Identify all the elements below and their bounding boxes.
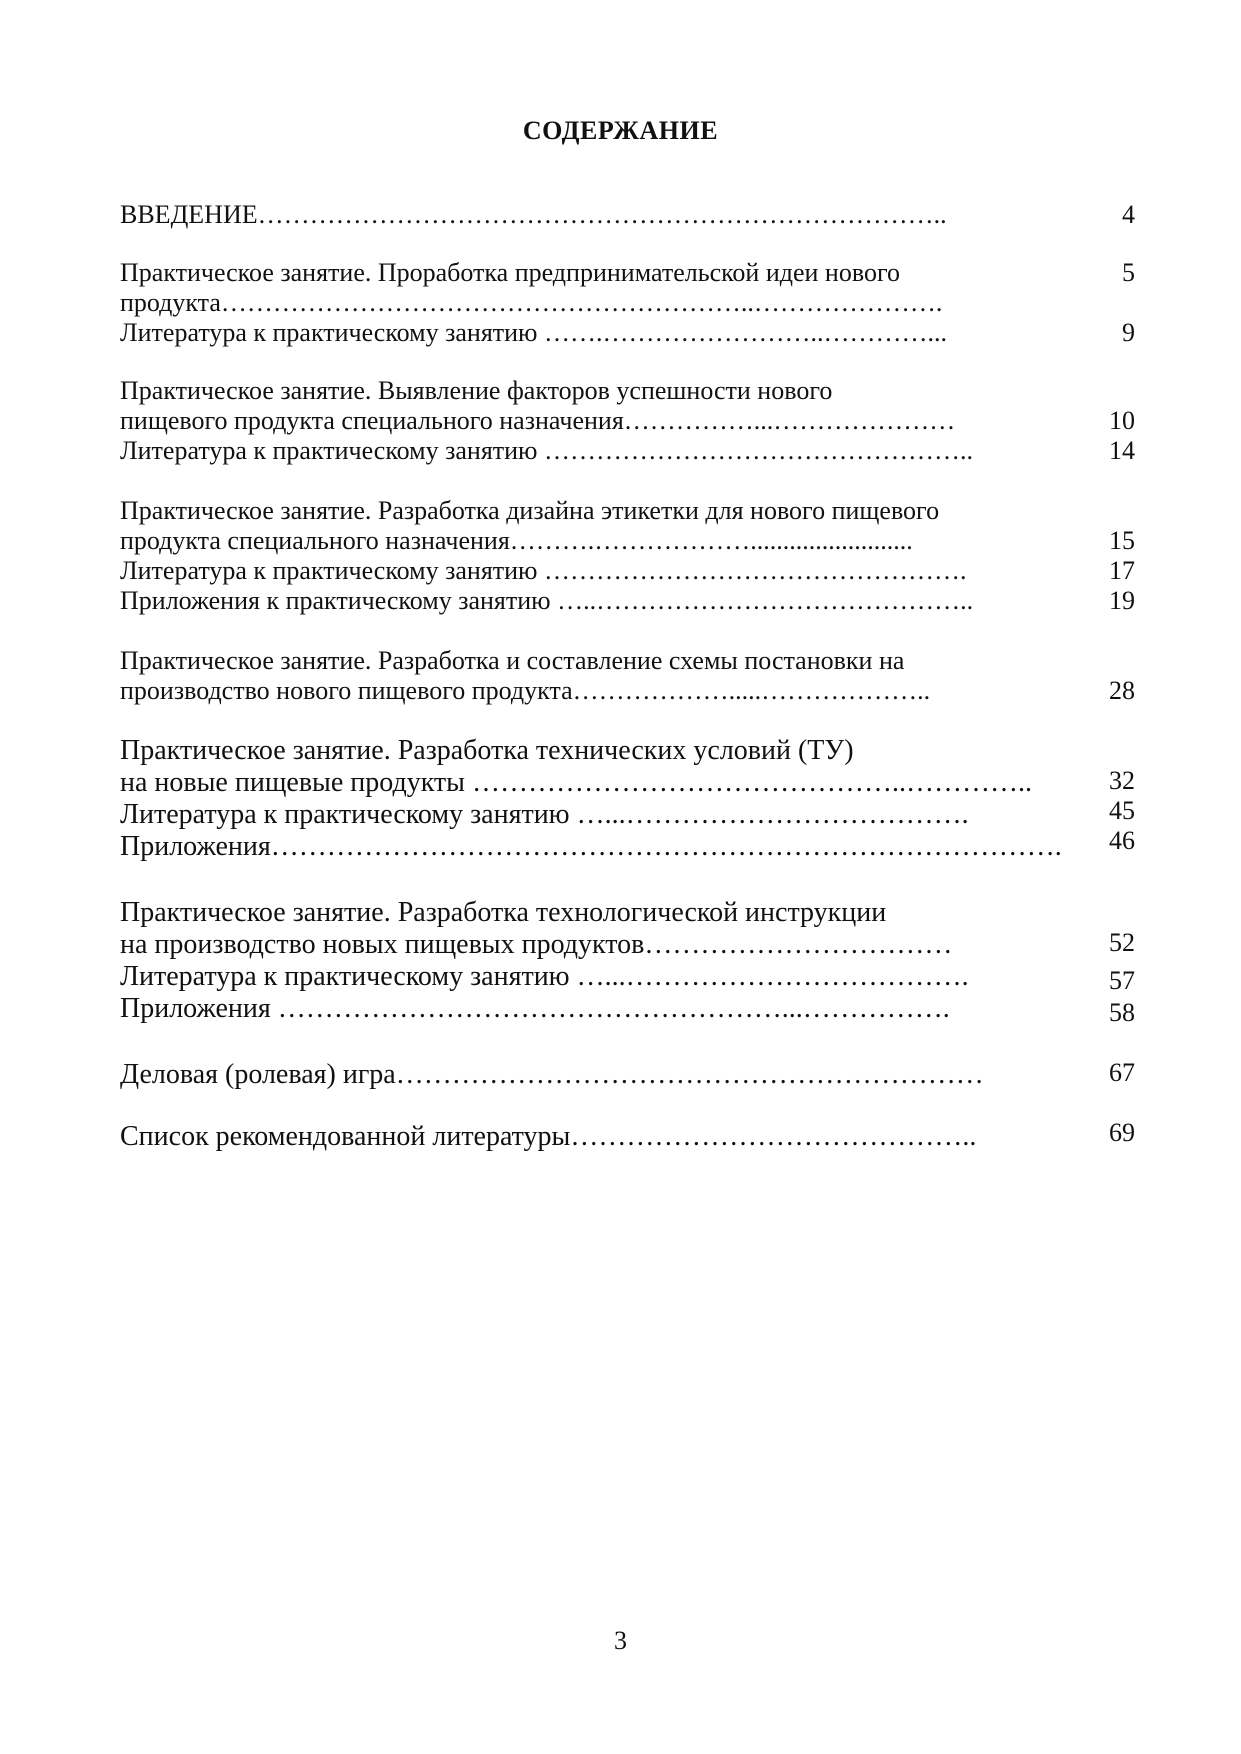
- page-number: 3: [614, 1626, 627, 1655]
- toc-entry-page: 58: [1109, 998, 1135, 1027]
- toc-entry-text: Литература к практическому занятию …………………………………………..: [120, 436, 973, 465]
- toc-entry-page: 46: [1109, 826, 1135, 855]
- toc-entry-text: Литература к практическому занятию ………………………………………….: [120, 556, 967, 585]
- toc-entry-text: Приложения к практическому занятию …..……………………………………..: [120, 586, 974, 615]
- toc-entry-page: 67: [1109, 1058, 1135, 1087]
- toc-entry-page: 17: [1109, 556, 1135, 585]
- toc-entry-page: 14: [1109, 436, 1135, 465]
- toc-entry-text: Литература к практическому занятию …...……………………………….: [120, 961, 969, 992]
- page-title: СОДЕРЖАНИЕ: [522, 116, 719, 145]
- toc-entry-text: ВВЕДЕНИЕ……………………………………………………………………..: [120, 200, 947, 229]
- toc-entry-text: Деловая (ролевая) игра………………………………………………………: [120, 1059, 984, 1090]
- toc-entry-text: пищевого продукта специального назначения……………...…………………: [120, 406, 956, 435]
- toc-entry-text: Практическое занятие. Проработка предпринимательской идеи нового: [120, 258, 900, 287]
- toc-entry-page: 45: [1109, 796, 1135, 825]
- toc-entry-text: продукта специального назначения……….……………….........................: [120, 526, 913, 555]
- toc-entry-page: 9: [1122, 318, 1135, 347]
- toc-entry-page: 28: [1109, 676, 1135, 705]
- toc-entry-text: Приложения………………………………………………………………………….: [120, 831, 1062, 862]
- toc-entry-text: Практическое занятие. Разработка технических условий (ТУ): [120, 735, 854, 766]
- toc-entry-page: 5: [1122, 258, 1135, 287]
- toc-entry-text: Приложения ………………………………………………...…………….: [120, 993, 950, 1024]
- toc-entry-text: Практическое занятие. Выявление факторов успешности нового: [120, 376, 833, 405]
- toc-entry-page: 4: [1122, 200, 1135, 229]
- toc-entry-text: Практическое занятие. Разработка технологической инструкции: [120, 897, 887, 928]
- toc-entry-text: на производство новых пищевых продуктов……………………………: [120, 929, 953, 960]
- toc-entry-page: 69: [1109, 1118, 1135, 1147]
- toc-entry-text: Литература к практическому занятию …...……………………………….: [120, 799, 969, 830]
- toc-entry-page: 32: [1109, 766, 1135, 795]
- toc-entry-page: 10: [1109, 406, 1135, 435]
- toc-entry-page: 19: [1109, 586, 1135, 615]
- toc-entry-page: 52: [1109, 928, 1135, 957]
- toc-entry-text: Практическое занятие. Разработка и составление схемы постановки на: [120, 646, 905, 675]
- toc-entry-text: производство нового пищевого продукта……………….....………………..: [120, 676, 931, 705]
- toc-entry-page: 15: [1109, 526, 1135, 555]
- toc-entry-page: 57: [1109, 966, 1135, 995]
- toc-entry-text: на новые пищевые продукты ………………………………………..…………..: [120, 767, 1032, 798]
- toc-entry-text: Практическое занятие. Разработка дизайна этикетки для нового пищевого: [120, 496, 940, 525]
- toc-entry-text: Список рекомендованной литературы……………………………………..: [120, 1121, 977, 1152]
- toc-entry-text: продукта……………………………………………………..………………….: [120, 288, 943, 317]
- toc-entry-text: Литература к практическому занятию …….……………………..…………...: [120, 318, 947, 347]
